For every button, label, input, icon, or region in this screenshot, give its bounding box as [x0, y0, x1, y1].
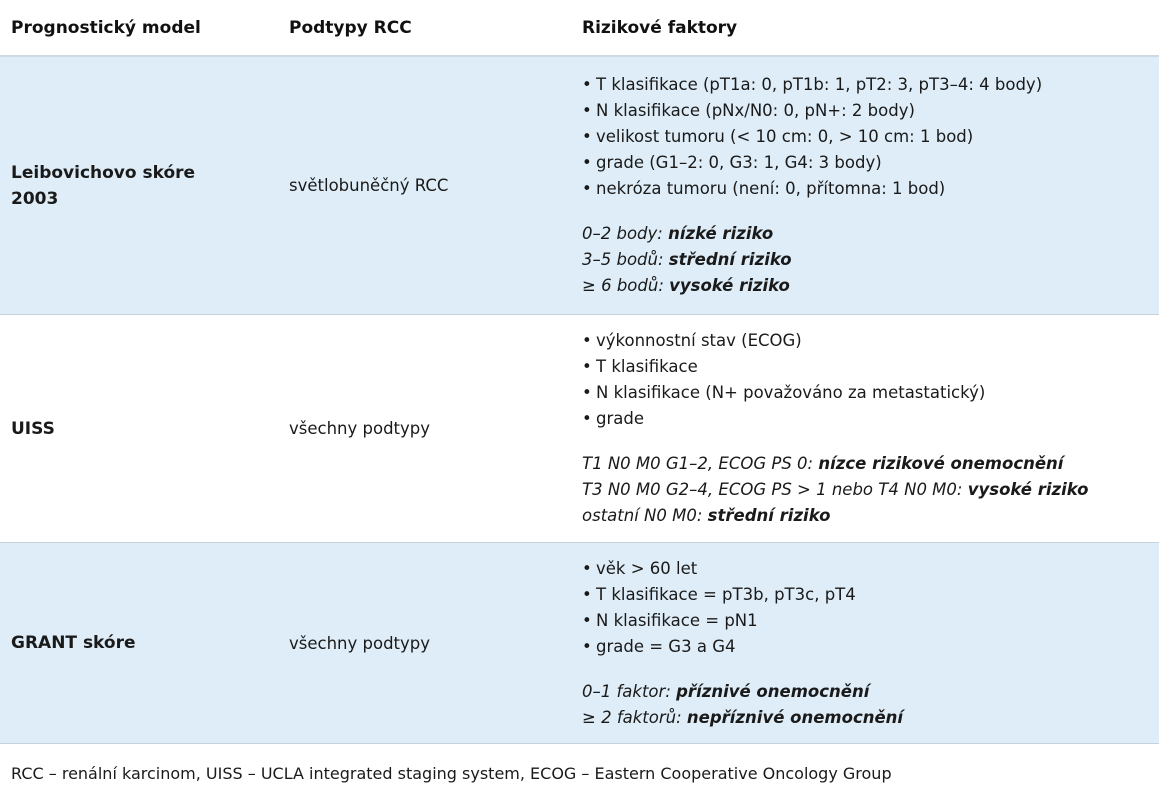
subtype-cell: všechny podtypy: [289, 633, 431, 653]
list-item: • T klasifikace = pT3b, pT3c, pT4: [582, 582, 1159, 608]
risk-line: [582, 451, 1159, 477]
risk-line: [582, 247, 1159, 273]
factor-list: [582, 556, 1159, 660]
risk-value: střední riziko: [707, 506, 831, 525]
risk-factors-cell: [582, 328, 1159, 529]
model-name-cell: [0, 630, 289, 656]
risk-factors-cell: [582, 72, 1159, 299]
list-item: • N klasifikace = pN1: [582, 608, 1159, 634]
list-item: • grade: [582, 406, 1159, 432]
risk-condition: T1 N0 M0 G1–2, ECOG PS 0:: [582, 454, 819, 473]
list-item: • nekróza tumoru (není: 0, přítomna: 1 bod): [582, 176, 1159, 202]
list-item: • T klasifikace (pT1a: 0, pT1b: 1, pT2: 3, pT3–4: 4 body): [582, 72, 1159, 98]
model-name: GRANT skóre: [11, 633, 136, 653]
risk-value: nízké riziko: [668, 224, 774, 243]
risk-value: příznivé onemocnění: [676, 681, 870, 701]
list-item: • N klasifikace (pNx/N0: 0, pN+: 2 body): [582, 98, 1159, 124]
risk-condition: ≥ 6 bodů:: [582, 276, 670, 295]
risk-line: [582, 679, 1159, 705]
table-header: [0, 0, 1159, 57]
header-rcc-subtypes: Podtypy RCC: [289, 17, 412, 38]
risk-line: [582, 477, 1159, 503]
risk-condition: ostatní N0 M0:: [582, 506, 708, 525]
risk-value: vysoké riziko: [967, 480, 1089, 499]
risk-condition: T3 N0 M0 G2–4, ECOG PS > 1 nebo T4 N0 M0:: [582, 480, 968, 499]
model-name-cell: [0, 160, 289, 212]
risk-value: vysoké riziko: [669, 276, 790, 295]
list-item: • grade = G3 a G4: [582, 634, 1159, 660]
factor-list: [582, 72, 1159, 202]
subtype-cell: světlobuněčný RCC: [289, 176, 449, 195]
risk-levels: [582, 451, 1159, 529]
risk-condition: 3–5 bodů:: [582, 250, 669, 269]
table-row-uiss: [0, 315, 1159, 543]
factor-list: [582, 328, 1159, 432]
header-prognostic-model: Prognostický model: [11, 17, 201, 38]
risk-line: [582, 221, 1159, 247]
risk-levels: [582, 679, 1159, 731]
model-name: Leibovichovo skóre 2003: [11, 162, 196, 209]
list-item: • velikost tumoru (< 10 cm: 0, > 10 cm: 1 bod): [582, 124, 1159, 150]
list-item: • T klasifikace: [582, 354, 1159, 380]
risk-value: střední riziko: [668, 250, 792, 269]
risk-condition: ≥ 2 faktorů:: [582, 707, 687, 727]
risk-condition: 0–2 body:: [582, 224, 669, 243]
table-row-leibovich: [0, 57, 1159, 315]
model-name-cell: [0, 416, 289, 442]
risk-condition: 0–1 faktor:: [582, 681, 677, 701]
risk-line: [582, 705, 1159, 731]
risk-line: [582, 503, 1159, 529]
subtype-cell: všechny podtypy: [289, 419, 431, 438]
header-risk-factors: Rizikové faktory: [582, 17, 738, 38]
table-footnote: RCC – renální karcinom, UISS – UCLA integrated staging system, ECOG – Eastern Cooperative Oncology Group: [11, 764, 892, 783]
list-item: • výkonnostní stav (ECOG): [582, 328, 1159, 354]
risk-factors-cell: [582, 556, 1159, 731]
model-name: UISS: [11, 418, 55, 439]
table-row-grant: [0, 543, 1159, 744]
risk-levels: [582, 221, 1159, 299]
list-item: • grade (G1–2: 0, G3: 1, G4: 3 body): [582, 150, 1159, 176]
risk-value: nízce rizikové onemocnění: [818, 454, 1064, 473]
list-item: • N klasifikace (N+ považováno za metastatický): [582, 380, 1159, 406]
risk-value: nepříznivé onemocnění: [686, 707, 904, 727]
list-item: • věk > 60 let: [582, 556, 1159, 582]
risk-line: [582, 273, 1159, 299]
